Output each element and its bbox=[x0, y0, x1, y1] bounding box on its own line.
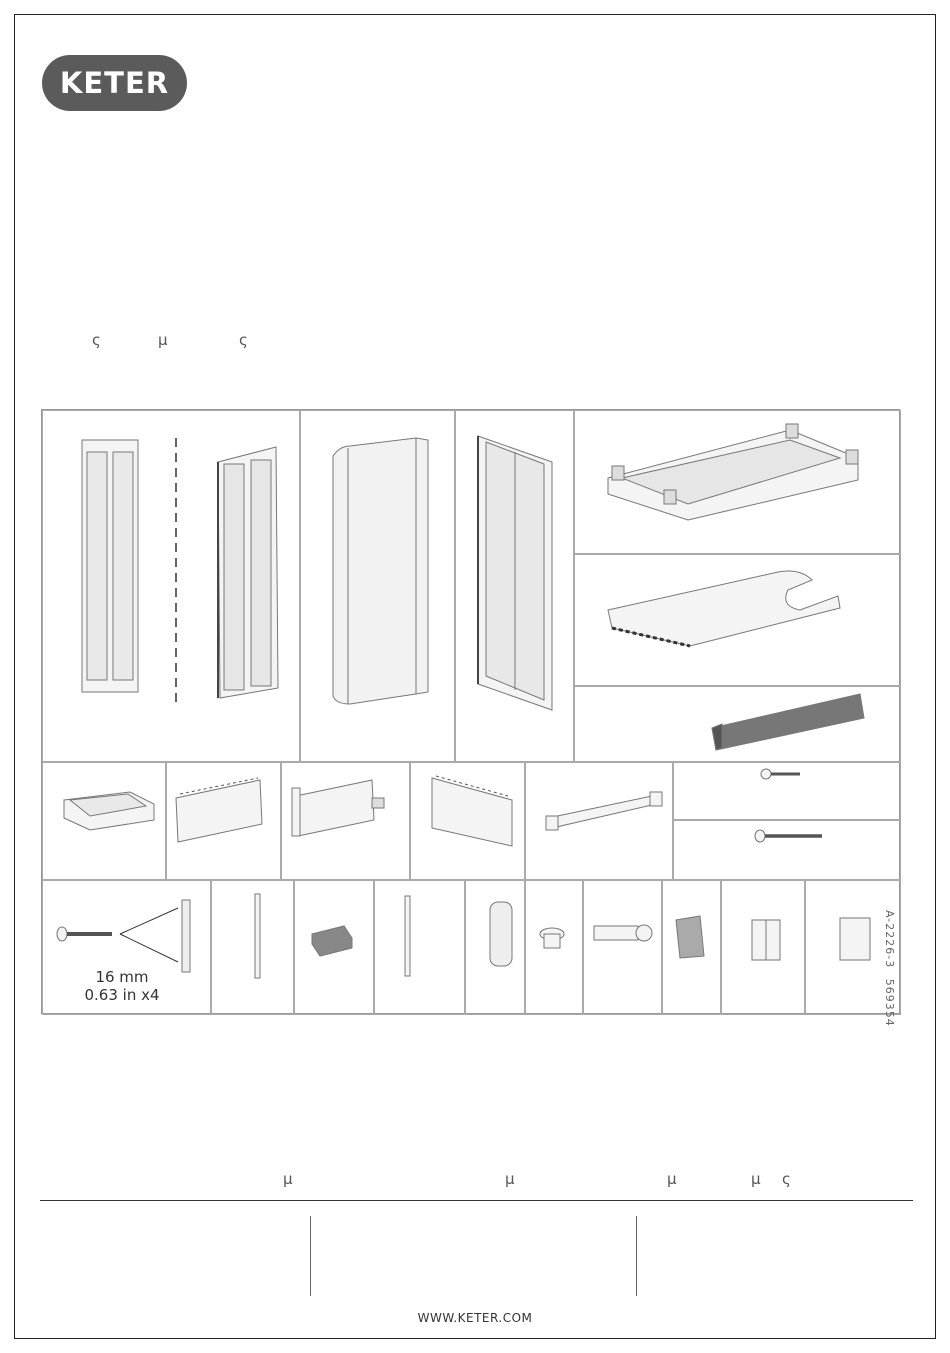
strip-a-drawing bbox=[255, 894, 260, 978]
strip-b-drawing bbox=[405, 896, 410, 976]
intro-glyph-1: ς bbox=[92, 331, 101, 349]
bracket-drawing bbox=[676, 916, 704, 958]
foot-a-drawing bbox=[752, 920, 780, 960]
intro-glyph-3: ς bbox=[239, 331, 248, 349]
pad-drawing bbox=[490, 902, 512, 966]
footer-glyph-4: µ bbox=[751, 1170, 761, 1188]
drawer-drawing bbox=[64, 792, 154, 830]
back-panel-assembled-drawing bbox=[218, 447, 278, 698]
back-panel-flat-drawing bbox=[82, 440, 138, 692]
door-drawing bbox=[333, 438, 428, 704]
handle-bar-drawing bbox=[546, 792, 662, 830]
clip-drawing bbox=[312, 926, 352, 956]
document-codes bbox=[883, 910, 896, 1033]
screw-16mm-drawing bbox=[57, 900, 190, 972]
footer-glyph-1: µ bbox=[283, 1170, 293, 1188]
doc-code-1: A-2226-3 bbox=[883, 910, 896, 969]
footer-divider-1 bbox=[310, 1216, 311, 1296]
short-screw-drawing bbox=[761, 769, 800, 779]
base-tray-drawing bbox=[608, 424, 858, 520]
screw-caption-mm: 16 mm bbox=[95, 968, 149, 986]
footer-glyph-3: µ bbox=[667, 1170, 677, 1188]
logo-text: KETER bbox=[59, 66, 170, 100]
rail-c-drawing bbox=[432, 776, 512, 846]
side-panel-drawing bbox=[478, 436, 552, 710]
intro-glyph-2: µ bbox=[158, 331, 168, 349]
foot-b-drawing bbox=[840, 918, 870, 960]
rail-b-drawing bbox=[292, 780, 384, 836]
screw-caption-in: 0.63 in x4 bbox=[84, 986, 160, 1004]
footer-divider-2 bbox=[636, 1216, 637, 1296]
footer-glyph-2: µ bbox=[505, 1170, 515, 1188]
doc-code-2: 569354 bbox=[883, 978, 896, 1027]
connector-drawing bbox=[712, 694, 864, 750]
footer-rule bbox=[40, 1200, 913, 1201]
hinge-drawing bbox=[594, 925, 652, 941]
long-screw-drawing bbox=[755, 830, 822, 842]
cap-drawing bbox=[540, 928, 564, 948]
footer-glyph-5: ς bbox=[782, 1170, 791, 1188]
website-link[interactable]: WWW.KETER.COM bbox=[417, 1311, 533, 1325]
rail-a-drawing bbox=[176, 778, 262, 842]
top-shelf-drawing bbox=[608, 571, 840, 646]
